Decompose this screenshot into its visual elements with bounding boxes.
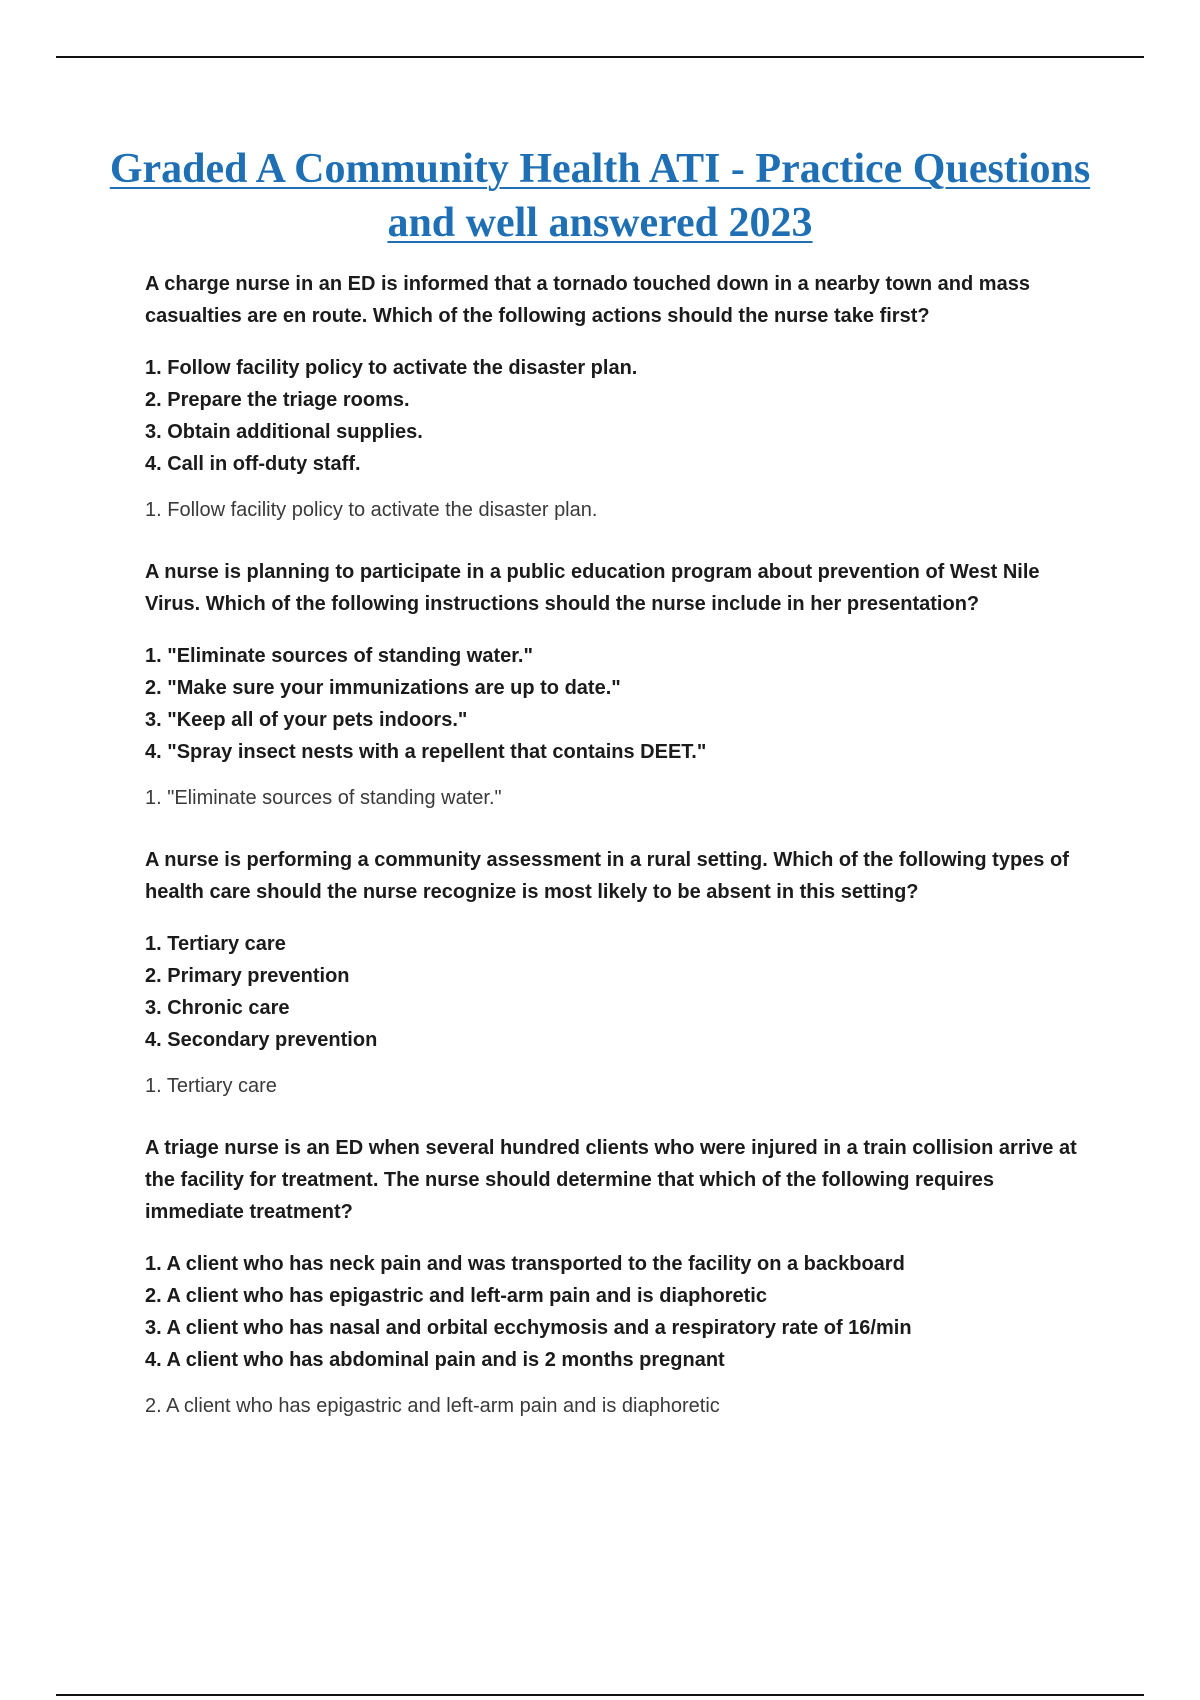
option-item: 3. Chronic care — [145, 997, 290, 1019]
option-item: 1. Follow facility policy to activate the disaster plan. — [145, 357, 638, 379]
option-item: 1. A client who has neck pain and was transported to the facility on a backboard — [145, 1253, 905, 1275]
question-text: A triage nurse is an ED when several hundred clients who were injured in a train collision arrive at the facility for treatment. The nurse should determine that which of the following requires immediate treatment? — [145, 1137, 1077, 1223]
option-list — [145, 352, 1085, 480]
option-item: 4. Call in off-duty staff. — [145, 453, 361, 475]
option-item: 3. "Keep all of your pets indoors." — [145, 709, 468, 731]
question-block-1 — [145, 268, 1085, 526]
option-item: 1. "Eliminate sources of standing water." — [145, 645, 533, 667]
top-divider — [56, 56, 1144, 58]
question-text: A nurse is planning to participate in a public education program about prevention of West Nile Virus. Which of the following instructions should the nurse include in her presentation? — [145, 561, 1040, 615]
answer-text: 1. Follow facility policy to activate the disaster plan. — [145, 499, 598, 521]
option-item: 4. Secondary prevention — [145, 1029, 378, 1051]
option-list — [145, 640, 1085, 768]
answer-text: 2. A client who has epigastric and left-arm pain and is diaphoretic — [145, 1395, 720, 1417]
option-item: 1. Tertiary care — [145, 933, 286, 955]
bottom-divider — [56, 1694, 1144, 1696]
option-item: 2. "Make sure your immunizations are up to date." — [145, 677, 621, 699]
question-text: A nurse is performing a community assessment in a rural setting. Which of the following types of health care should the nurse recognize is most likely to be absent in this setting? — [145, 849, 1069, 903]
option-list — [145, 928, 1085, 1056]
questions-container — [145, 268, 1085, 1452]
question-block-2 — [145, 556, 1085, 814]
option-item: 4. "Spray insect nests with a repellent that contains DEET." — [145, 741, 707, 763]
option-item: 2. A client who has epigastric and left-arm pain and is diaphoretic — [145, 1285, 767, 1307]
option-item: 4. A client who has abdominal pain and is 2 months pregnant — [145, 1349, 725, 1371]
question-text: A charge nurse in an ED is informed that a tornado touched down in a nearby town and mass casualties are en route. Which of the following actions should the nurse take first? — [145, 273, 1030, 327]
answer-text: 1. "Eliminate sources of standing water." — [145, 787, 502, 809]
option-item: 3. A client who has nasal and orbital ecchymosis and a respiratory rate of 16/min — [145, 1317, 912, 1339]
option-item: 3. Obtain additional supplies. — [145, 421, 423, 443]
option-item: 2. Primary prevention — [145, 965, 350, 987]
question-block-4 — [145, 1132, 1085, 1422]
option-list — [145, 1248, 1085, 1376]
option-item: 2. Prepare the triage rooms. — [145, 389, 410, 411]
question-block-3 — [145, 844, 1085, 1102]
answer-text: 1. Tertiary care — [145, 1075, 277, 1097]
document-title: Graded A Community Health ATI - Practice Questions and well answered 2023 — [109, 146, 1091, 246]
